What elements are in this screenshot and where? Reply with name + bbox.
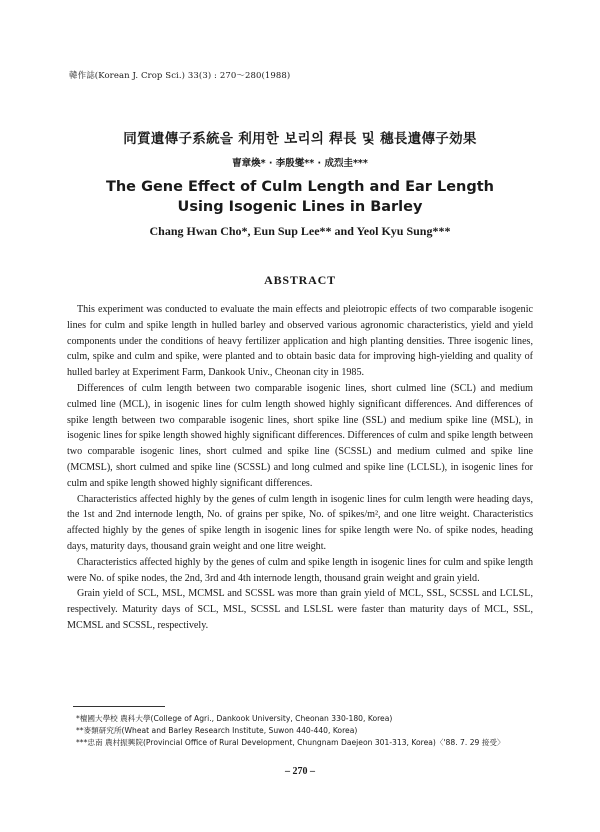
footnote-divider	[73, 706, 165, 707]
english-title-line-1: The Gene Effect of Culm Length and Ear Length	[105, 179, 495, 195]
footnotes	[76, 713, 505, 749]
english-title	[0, 177, 600, 217]
abstract-paragraph: Grain yield of SCL, MSL, MCMSL and SCSSL was more than grain yield of MCL, SSL, SCSSL and LCLSL, respectively. Maturity days of SCL, MSL, SCSSL and LSLSL were faster than maturity days of MCL, SSL, MCMSL and SCSSL, respectively.	[67, 588, 533, 631]
abstract-paragraph: Differences of culm length between two comparable isogenic lines, short culmed line (SCL) and medium culmed line (MCL), in isogenic lines for culm length showed highly significant differences. And differences of spike length between two comparable isogenic lines, short spike line (SSL) and medium spike line (MSL), in isogenic lines for spike length showed highly significant differences. Differences of culm and spike length between two comparable isogenic lines, short culmed and spike line (SCSSL) and medium culmed and spike line (MCMSL), short culmed and spike line (SCSSL) and long culmed and spike line (LCLSL), in isogenic lines for culm and spike length showed highly significant differences.	[67, 382, 533, 489]
korean-title: 同質遺傳子系統을 利用한 보리의 稈長 및 穗長遺傳子効果	[123, 131, 477, 147]
english-title-line-2: Using Isogenic Lines in Barley	[177, 199, 423, 215]
page-number: – 270 –	[285, 766, 315, 777]
abstract-body	[67, 302, 533, 634]
footnote-affiliation: **麥類研究所(Wheat and Barley Research Institute, Suwon 440-440, Korea)	[76, 726, 358, 735]
abstract-paragraph: Characteristics affected highly by the genes of culm and spike length in isogenic lines for culm and spike length were No. of spike nodes, the 2nd, 3rd and 4th internode length, thousand grain weight and grain yield.	[67, 556, 533, 584]
journal-citation: 韓作誌(Korean J. Crop Sci.) 33(3) : 270～280(1988)	[69, 71, 291, 81]
abstract-paragraph: Characteristics affected highly by the genes of culm length in isogenic lines for culm length were heading days, the 1st and 2nd internode length, No. of grains per spike, No. of spikes/m², and one litre weight. Characteristics affected highly by the genes of spike length in isogenic lines for spike length were No. of spike nodes, heading days, maturity days, thousand grain weight and one litre weight.	[67, 493, 533, 552]
english-authors: Chang Hwan Cho*, Eun Sup Lee** and Yeol Kyu Sung***	[149, 224, 451, 238]
abstract-paragraph: This experiment was conducted to evaluate the main effects and pleiotropic effects of two comparable isogenic lines for culm and spike length in hulled barley and observed various agronomic characteristics, yield and yield components under the conditions of heavy fertilizer application and high planting densities. Three isogenic lines, culm, spike and culm and spike, were planted and to obtain basic data for improving high-yielding and quality of hulled barley at Experiment Farm, Dankook Univ., Cheonan city in 1985.	[67, 304, 533, 379]
footnote-affiliation: *檀國大學校 農科大學(College of Agri., Dankook University, Cheonan 330-180, Korea)	[76, 714, 393, 723]
abstract-heading: ABSTRACT	[264, 273, 336, 287]
footnote-affiliation: ***忠南 農村振興院(Provincial Office of Rural Development, Chungnam Daejeon 301-313, Korea)〈'88. 7. 29 接受〉	[76, 738, 505, 747]
korean-authors: 曺章煥* · 李殷燮** · 成烈圭***	[232, 158, 368, 169]
